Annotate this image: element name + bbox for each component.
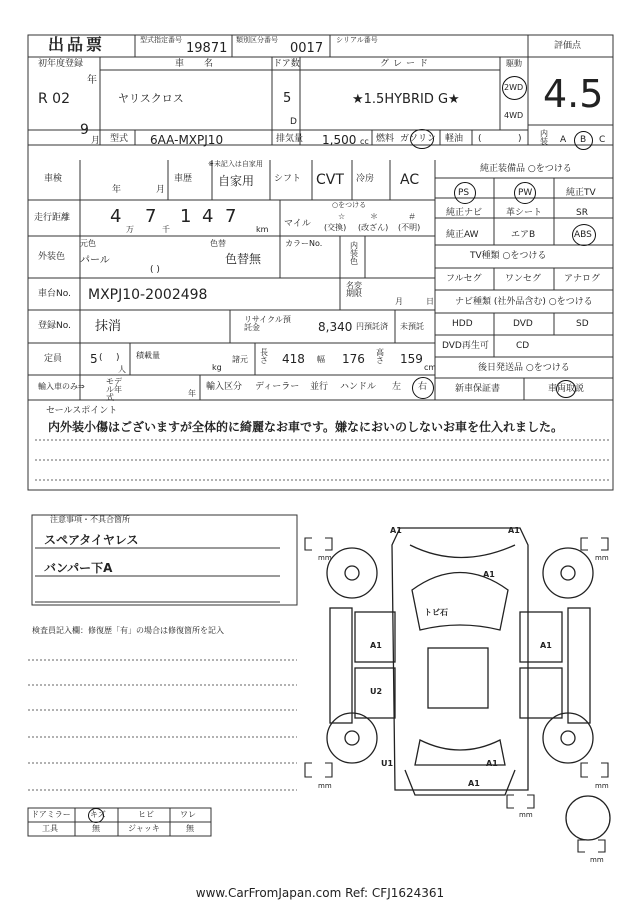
mileage-d2: 7 [145,206,157,227]
unk-star: ＃ [408,212,416,221]
exch: (交換) [324,223,347,232]
len: 418 [282,352,305,366]
navi-hdd: HDD [452,319,473,329]
mm-unit: mm [595,782,609,790]
name-change-month: 月 [395,297,403,306]
doors-sub: D [290,117,297,127]
equip-label: 純正装備品 ○をつける [480,164,572,174]
width-label: 幅 [317,355,325,364]
repaint-paren: ( ) [150,265,160,275]
tv-type-label: TV種類 ○をつける [470,251,547,261]
diagram-mark: A1 [540,641,552,650]
dealer: ディーラー [255,382,300,392]
dvd-play: DVD再生可 [442,341,489,351]
equip-pw-circle [514,182,536,204]
history-note: ※未記入は自家用 [208,160,263,168]
alt-star: ＊ [370,212,378,221]
capacity-label: 定員 [44,354,63,364]
capacity: 5 [90,352,98,366]
equip-sr: SR [576,208,588,218]
diagram-mark: U1 [381,759,394,768]
len-label: 長さ [260,348,268,365]
car-name: ヤリスクロス [118,92,184,105]
person-unit: 人 [118,365,126,374]
era: R 02 [38,91,70,107]
mm-unit: mm [318,554,332,562]
equip-ps: PS [458,188,470,198]
km-unit: km [256,225,269,234]
mileage-d4: 4 [202,206,214,227]
capacity-paren-close: ) [116,353,120,363]
chassis-label: 車台No. [38,289,71,299]
repaint: 色替無 [225,252,262,266]
history-label: 車歴 [174,174,193,184]
tools-value: 無 [92,824,100,833]
jack-label: ジャッキ [128,824,160,833]
height: 159 [400,352,423,366]
fuel-gas: ガソリン [400,134,437,144]
diagram-mark: A1 [508,526,520,535]
repaint-label: 色替 [210,239,226,248]
mm-unit: mm [318,782,332,790]
doors-label: ドア数 [273,59,300,69]
interior-label: 内装 [540,129,548,146]
mileage-man: 万 [126,225,134,234]
sheet-title: 出品票 [48,35,106,54]
equip-aw: 純正AW [446,230,479,240]
rear-seat-label: 後日発送品 ○をつける [478,363,570,373]
recycle: 8,340 [318,320,353,334]
interior-c: C [599,135,606,145]
inspection-label: 車検 [44,174,63,184]
diagram-mark: A1 [370,641,382,650]
reg-label: 登録No. [38,321,71,331]
equip-tv: 純正TV [566,188,596,198]
warranty: 新車保証書 [455,384,501,394]
mirror-circle [88,808,104,823]
model: 6AA-MXPJ10 [150,133,224,147]
grade: ★1.5HYBRID G★ [352,92,460,107]
mm-unit: mm [590,856,604,864]
history: 自家用 [218,174,255,188]
interior-b-circle [574,131,593,150]
mileage-d3: 1 [180,206,192,227]
width: 176 [342,352,365,366]
equip-airbag: エアB [511,230,536,240]
break-label: ワレ [180,810,196,819]
interior-b: B [580,135,587,145]
orig-color-label: 元色 [80,239,96,248]
handle-right: 右 [418,382,428,392]
equip-leather: 革シート [506,208,543,218]
chassis: MXPJ10-2002498 [88,287,208,303]
year-unit: 年 [87,75,97,86]
shift-label: シフト [274,174,302,184]
cm-unit: cm [424,363,437,372]
manual: 車両取説 [548,384,585,394]
alt: (改ざん) [358,223,389,232]
model-code-label: 型式指定番号 [140,36,182,44]
name-change-label: 名変期限 [346,281,362,298]
recycle-label: リサイクル預託金 [244,315,291,332]
tv-analog: アナログ [564,274,601,284]
equip-navi: 純正ナビ [446,208,483,218]
unk: (不明) [398,223,421,232]
cc-unit: cc [360,137,369,146]
paren-close: ) [518,134,522,144]
displacement-label: 排気量 [276,134,304,144]
inspection-year-unit: 年 [112,185,122,195]
mile-unit: マイル [284,219,311,229]
drive-4wd: 4WD [504,111,524,120]
notes-label: 注意事項・不具合箇所 [50,515,130,524]
diagram-mark: A1 [390,526,402,535]
sales-text: 内外装小傷はございますが全体的に綺麗なお車です。嫌なにおいのしないお車を仕入れました。 [48,420,564,434]
name-change-day: 日 [426,297,434,306]
diagram-mark: U2 [370,687,383,696]
recycle-unit: 円預託済 [356,322,388,331]
sales-label: セールスポイント [46,406,118,416]
load-label: 積載量 [136,351,160,360]
handle-left: 左 [392,382,402,392]
int-color-label: 内装色 [350,241,358,266]
mileage-circle-note: ○をつける [332,201,367,209]
parallel: 並行 [310,382,329,392]
navi-type-label: ナビ種類 (社外品含む) ○をつける [455,297,593,307]
height-label: 高さ [376,348,384,365]
category-label: 類別区分番号 [236,36,278,44]
notes-line2: バンパー下A [44,561,113,575]
diagram-mark: A1 [468,779,480,788]
import-cat-label: 輸入区分 [206,382,243,392]
drive-2wd-circle [502,76,527,100]
grade-label: グレード [380,59,433,69]
navi-dvd: DVD [513,319,533,329]
mileage-d5: 7 [225,206,237,227]
month-unit: 月 [91,136,101,146]
equip-abs: ABS [574,230,592,240]
fuel-gas-circle [410,129,434,149]
inspection-month-unit: 月 [156,185,166,195]
navi-sd: SD [576,319,589,329]
mileage-sen: 千 [162,225,170,234]
equip-pw: PW [518,188,533,198]
import-label: 輸入車のみ⇒ [38,382,85,391]
jack-value: 無 [186,824,194,833]
car-diagram [327,528,610,840]
drive-2wd: 2WD [504,83,524,92]
ac-label: 冷房 [356,174,375,184]
cd: CD [516,341,530,351]
model-label: 型式 [110,134,129,144]
equip-abs-circle [572,224,596,246]
fuel-light: 軽油 [445,134,464,144]
month: 9 [80,122,89,138]
exch-star: ☆ [338,212,346,221]
drive-label: 駆動 [506,59,522,68]
crack-label: ヒビ [138,810,154,819]
equip-ps-circle [454,182,476,204]
category: 0017 [290,41,324,56]
dims-label: 諸元 [232,355,248,364]
diagram-mark: A1 [483,570,495,579]
model-year-label: モデル年式 [106,377,122,402]
handle-label: ハンドル [340,382,377,392]
grade-eval: 4.5 [543,72,604,116]
shift: CVT [316,172,344,188]
tv-oneseg: ワンセグ [505,274,542,284]
reg: 抹消 [95,319,122,334]
notes-line1: スペアタイヤレス [44,533,139,547]
kg-unit: kg [212,363,222,372]
inspector-label: 検査員記入欄：修復歴「有」の場合は修復箇所を記入 [32,626,224,635]
serial-label: シリアル番号 [336,36,378,44]
color-no-label: カラーNo. [285,239,323,248]
fuel-label: 燃料 [376,134,395,144]
mm-unit: mm [595,554,609,562]
door-mirror-value: キズ [90,810,106,819]
color-label: 外装色 [38,252,66,262]
orig-color: パール [80,255,110,266]
door-mirror-label: ドアミラー [31,810,71,819]
mileage-d1: 4 [110,206,122,227]
recycle-not: 未預託 [400,322,424,331]
tv-fullseg: フルセグ [446,274,482,284]
handle-right-circle [412,377,434,399]
diagram-mark: A1 [486,759,498,768]
interior-a: A [560,135,567,145]
manual-circle [556,380,576,398]
diagram-mark: トビ石 [424,608,448,617]
car-name-label: 車名 [175,59,234,69]
tools-label: 工具 [42,824,58,833]
footer-ref: www.CarFromJapan.com Ref: CFJ1624361 [195,886,445,900]
doors: 5 [283,91,292,106]
model-year-unit: 年 [188,389,196,398]
capacity-paren-open: ( [99,353,103,363]
model-code: 19871 [186,41,228,56]
displacement: 1,500 [322,133,357,147]
paren-open: ( [478,134,482,144]
ac: AC [400,172,420,188]
mm-unit: mm [519,811,533,819]
first-reg-label: 初年度登録 [38,59,84,69]
mileage-label: 走行距離 [34,213,71,223]
grade-eval-label: 評価点 [554,41,582,51]
